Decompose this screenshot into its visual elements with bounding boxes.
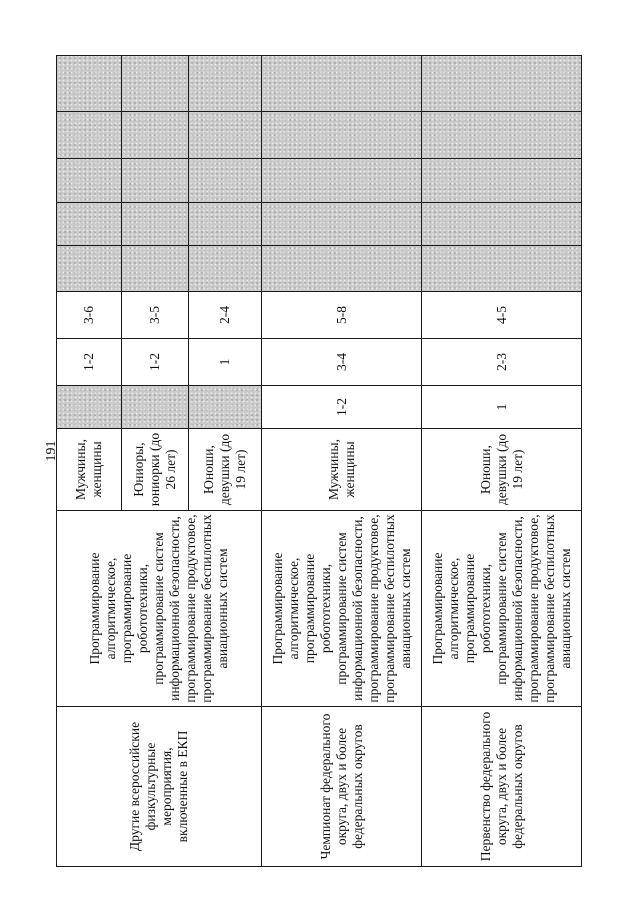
shaded-cell — [189, 159, 262, 203]
value-cell: 1 — [189, 339, 262, 386]
shaded-cell — [57, 246, 122, 292]
shaded-cell — [189, 112, 262, 159]
qualification-table — [56, 55, 582, 867]
shaded-cell — [122, 159, 189, 203]
shaded-cell — [422, 56, 582, 112]
event-name-cell: Первенство федерального округа, двух и более федеральных округов — [422, 707, 582, 867]
shaded-cell — [189, 246, 262, 292]
event-name-cell: Чемпионат федерального округа, двух и более федеральных округов — [262, 707, 422, 867]
age-group-cell: Мужчины, женщины — [262, 429, 422, 511]
shaded-cell — [122, 112, 189, 159]
age-group-cell: Юниоры, юниорки (до 26 лет) — [122, 429, 189, 511]
shaded-cell — [422, 246, 582, 292]
shaded-cell — [122, 386, 189, 429]
shaded-cell — [262, 203, 422, 246]
value-cell: 1-2 — [122, 339, 189, 386]
value-cell: 3-5 — [122, 292, 189, 339]
shaded-cell — [422, 159, 582, 203]
shaded-cell — [57, 56, 122, 112]
shaded-cell — [189, 56, 262, 112]
shaded-cell — [122, 246, 189, 292]
table-row — [57, 56, 122, 867]
table-row — [422, 56, 582, 867]
table-row — [262, 56, 422, 867]
value-cell: 3-6 — [57, 292, 122, 339]
event-name-cell: Другие всероссийские физкультурные мероприятия, включенные в ЕКП — [57, 707, 262, 867]
shaded-cell — [262, 246, 422, 292]
shaded-cell — [189, 386, 262, 429]
shaded-cell — [57, 203, 122, 246]
value-cell: 2-4 — [189, 292, 262, 339]
age-group-cell: Юноши, девушки (до 19 лет) — [422, 429, 582, 511]
shaded-cell — [262, 56, 422, 112]
page-number: 191 — [44, 440, 59, 462]
value-cell: 1-2 — [57, 339, 122, 386]
shaded-cell — [122, 56, 189, 112]
value-cell: 2-3 — [422, 339, 582, 386]
value-cell: 5-8 — [262, 292, 422, 339]
value-cell: 3-4 — [262, 339, 422, 386]
shaded-cell — [122, 203, 189, 246]
shaded-cell — [262, 159, 422, 203]
shaded-cell — [57, 159, 122, 203]
age-group-cell: Юноши, девушки (до 19 лет) — [189, 429, 262, 511]
discipline-cell: Программирование алгоритмическое, программирование робототехники, программирование систем информационной безопасности, программирование продуктовое, программирование беспилотных авиационных систем — [422, 511, 582, 707]
shaded-cell — [189, 203, 262, 246]
shaded-cell — [422, 203, 582, 246]
age-group-cell: Мужчины, женщины — [57, 429, 122, 511]
discipline-cell: Программирование алгоритмическое, программирование робототехники, программирование систем информационной безопасности, программирование продуктовое, программирование беспилотных авиационных систем — [57, 511, 262, 707]
shaded-cell — [422, 112, 582, 159]
value-cell: 4-5 — [422, 292, 582, 339]
discipline-cell: Программирование алгоритмическое, программирование робототехники, программирование систем информационной безопасности, программирование продуктовое, программирование беспилотных авиационных систем — [262, 511, 422, 707]
value-cell: 1-2 — [262, 386, 422, 429]
shaded-cell — [262, 112, 422, 159]
shaded-cell — [57, 386, 122, 429]
shaded-cell — [57, 112, 122, 159]
value-cell: 1 — [422, 386, 582, 429]
